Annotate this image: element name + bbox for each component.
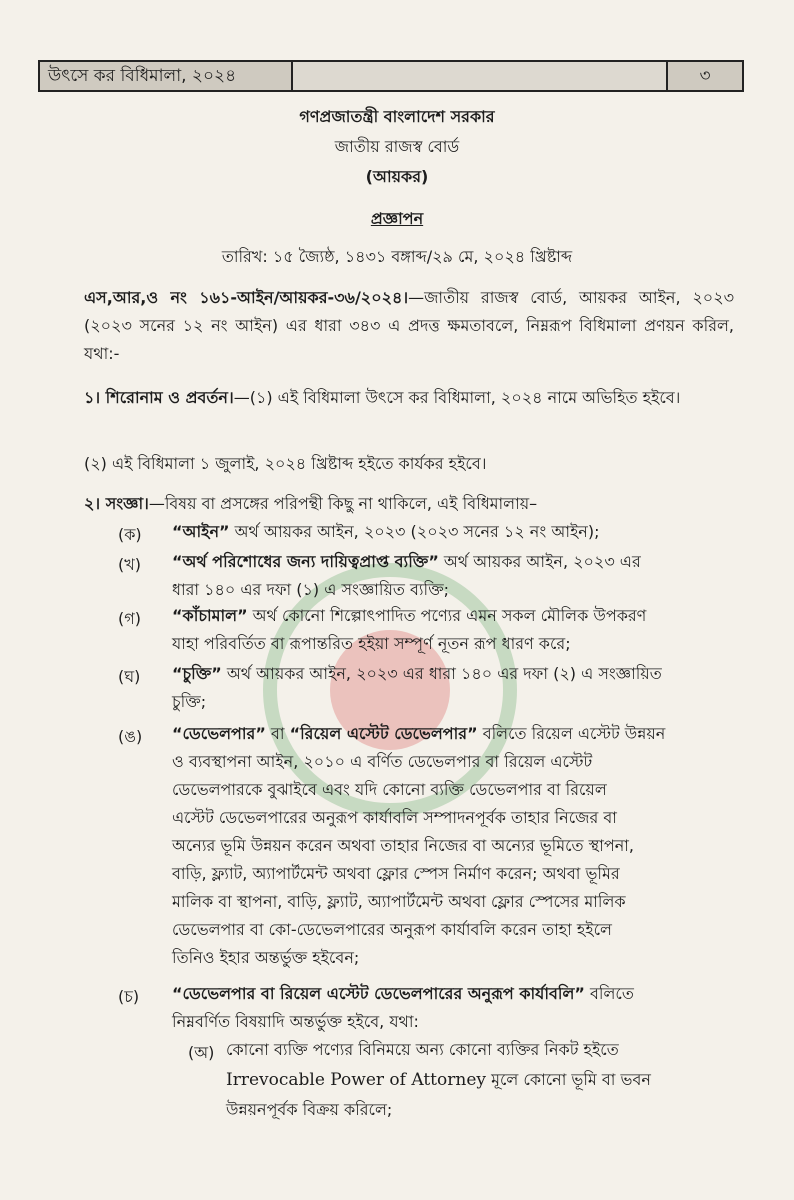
definition-cont: নিম্নবর্ণিত বিষয়াদি অন্তর্ভুক্ত হইবে, যথা: (172, 1012, 419, 1031)
subitem-mark: (অ) (188, 1043, 215, 1062)
definition-item (172, 660, 734, 688)
intro-paragraph (84, 284, 734, 368)
item-mark: (চ) (118, 987, 140, 1006)
definition-line: এস্টেট ডেভেলপারের অনুরূপ কার্যাবলি সম্পাদনপূর্বক তাহার নিজের বা (172, 808, 617, 827)
section1-heading: ১। শিরোনাম ও প্রবর্তন। (84, 388, 234, 407)
definition-term: “অর্থ পরিশোধের জন্য দায়িত্বপ্রাপ্ত ব্যক্তি” (172, 552, 439, 571)
definition-line: বাড়ি, ফ্ল্যাট, অ্যাপার্টমেন্ট অথবা ফ্লোর স্পেস নির্মাণ করেন; অথবা ভূমির (172, 864, 620, 883)
section2-text: —বিষয় বা প্রসঙ্গের পরিপন্থী কিছু না থাকিলে, এই বিধিমালায়– (148, 494, 538, 513)
notification-title: প্রজ্ঞাপন (370, 209, 424, 228)
subitem-line2 (226, 1066, 734, 1094)
definition-line: ও ব্যবস্থাপনা আইন, ২০১০ এ বর্ণিত ডেভেলপার বা রিয়েল এস্টেট (172, 752, 593, 771)
item-mark: (ক) (118, 525, 142, 544)
section2-heading: ২। সংজ্ঞা। (84, 494, 149, 513)
definition-item (172, 980, 734, 1008)
definition-cont: ধারা ১৪০ এর দফা (১) এ সংজ্ঞায়িত ব্যক্তি; (172, 580, 450, 599)
definition-text: অর্থ আয়কর আইন, ২০২৩ এর (438, 552, 641, 571)
definition-term2: “রিয়েল এস্টেট ডেভেলপার” (289, 724, 478, 743)
definition-text: অর্থ কোনো শিল্পোৎপাদিত পণ্যের এমন সকল মৌলিক উপকরণ (247, 606, 647, 625)
definition-item (172, 548, 734, 576)
definition-term: “ডেভেলপার বা রিয়েল এস্টেট ডেভেলপারের অনুরূপ কার্যাবলি” (172, 984, 585, 1003)
item-mark: (খ) (118, 555, 141, 574)
page-number: ৩ (666, 62, 742, 90)
definition-line: মালিক বা স্থাপনা, বাড়ি, ফ্ল্যাট, অ্যাপার্টমেন্ট অথবা ফ্লোর স্পেসের মালিক (172, 892, 626, 911)
board-title: জাতীয় রাজস্ব বোর্ড (334, 137, 460, 156)
definition-term: “কাঁচামাল” (172, 606, 248, 625)
definition-text: বলিতে (584, 984, 634, 1003)
section1-paragraph (84, 384, 734, 412)
definition-term: “ডেভেলপার” (172, 724, 266, 743)
item-mark: (ঙ) (118, 727, 143, 746)
notification-date: তারিখ: ১৫ জ্যৈষ্ঠ, ১৪৩১ বঙ্গাব্দ/২৯ মে, ২০২৪ খ্রিষ্টাব্দ (221, 247, 573, 266)
definition-line: ডেভেলপার বা কো-ডেভেলপারের অনুরূপ কার্যাবলি করেন তাহা হইলে (172, 920, 612, 939)
section1-text1: —(১) এই বিধিমালা উৎসে কর বিধিমালা, ২০২৪ নামে অভিহিত হইবে। (233, 388, 681, 407)
item-mark: (গ) (118, 609, 141, 628)
definition-line: তিনিও ইহার অন্তর্ভুক্ত হইবেন; (172, 948, 360, 967)
definition-text: অর্থ আয়কর আইন, ২০২৩ (২০২৩ সনের ১২ নং আইন); (229, 522, 600, 541)
dept-title: (আয়কর) (365, 167, 429, 186)
intro-text: —জাতীয় রাজস্ব বোর্ড, আয়কর আইন, ২০২৩ (২০২৩ সনের ১২ নং আইন) এর ধারা ৩৪৩ এ প্রদত্ত ক্ষমতাবলে, নিম্নরূপ বিধিমালা প্রণয়ন করিল, যথা:- (84, 288, 734, 363)
gov-title: গণপ্রজাতন্ত্রী বাংলাদেশ সরকার (299, 107, 495, 126)
definition-mid: বা (265, 724, 290, 743)
item-mark: (ঘ) (118, 667, 141, 686)
definition-cont: যাহা পরিবর্তিত বা রূপান্তরিত হইয়া সম্পূর্ণ নূতন রূপ ধারণ করে; (172, 634, 571, 653)
definition-term: “আইন” (172, 522, 230, 541)
definition-text: বলিতে রিয়েল এস্টেট উন্নয়ন (477, 724, 666, 743)
definition-text: অর্থ আয়কর আইন, ২০২৩ এর ধারা ১৪০ এর দফা (২) এ সংজ্ঞায়িত (221, 664, 662, 683)
running-header (38, 60, 744, 92)
section2-paragraph (84, 490, 734, 518)
section1-text2: (২) এই বিধিমালা ১ জুলাই, ২০২৪ খ্রিষ্টাব্দ হইতে কার্যকর হইবে। (84, 454, 487, 473)
definition-item (172, 602, 734, 630)
definition-item (172, 518, 734, 546)
subitem-line1: কোনো ব্যক্তি পণ্যের বিনিময়ে অন্য কোনো ব্যক্তির নিকট হইতে (226, 1040, 619, 1059)
subitem-line2-text: মূলে কোনো ভূমি বা ভবন (485, 1070, 651, 1089)
definition-line: ডেভেলপারকে বুঝাইবে এবং যদি কোনো ব্যক্তি ডেভেলপার বা রিয়েল (172, 780, 607, 799)
definition-line: অন্যের ভূমি উন্নয়ন করেন অথবা তাহার নিজের বা অন্যের ভূমিতে স্থাপনা, (172, 836, 635, 855)
sro-number: এস,আর,ও নং ১৬১-আইন/আয়কর-৩৬/২০২৪। (84, 288, 409, 307)
definition-cont: চুক্তি; (172, 692, 207, 711)
definition-term: “চুক্তি” (172, 664, 222, 683)
definition-item (172, 720, 734, 748)
english-term: Irrevocable Power of Attorney (226, 1070, 486, 1090)
header-title: উৎসে কর বিধিমালা, ২০২৪ (40, 62, 293, 90)
subitem-line3: উন্নয়নপূর্বক বিক্রয় করিলে; (226, 1100, 393, 1119)
